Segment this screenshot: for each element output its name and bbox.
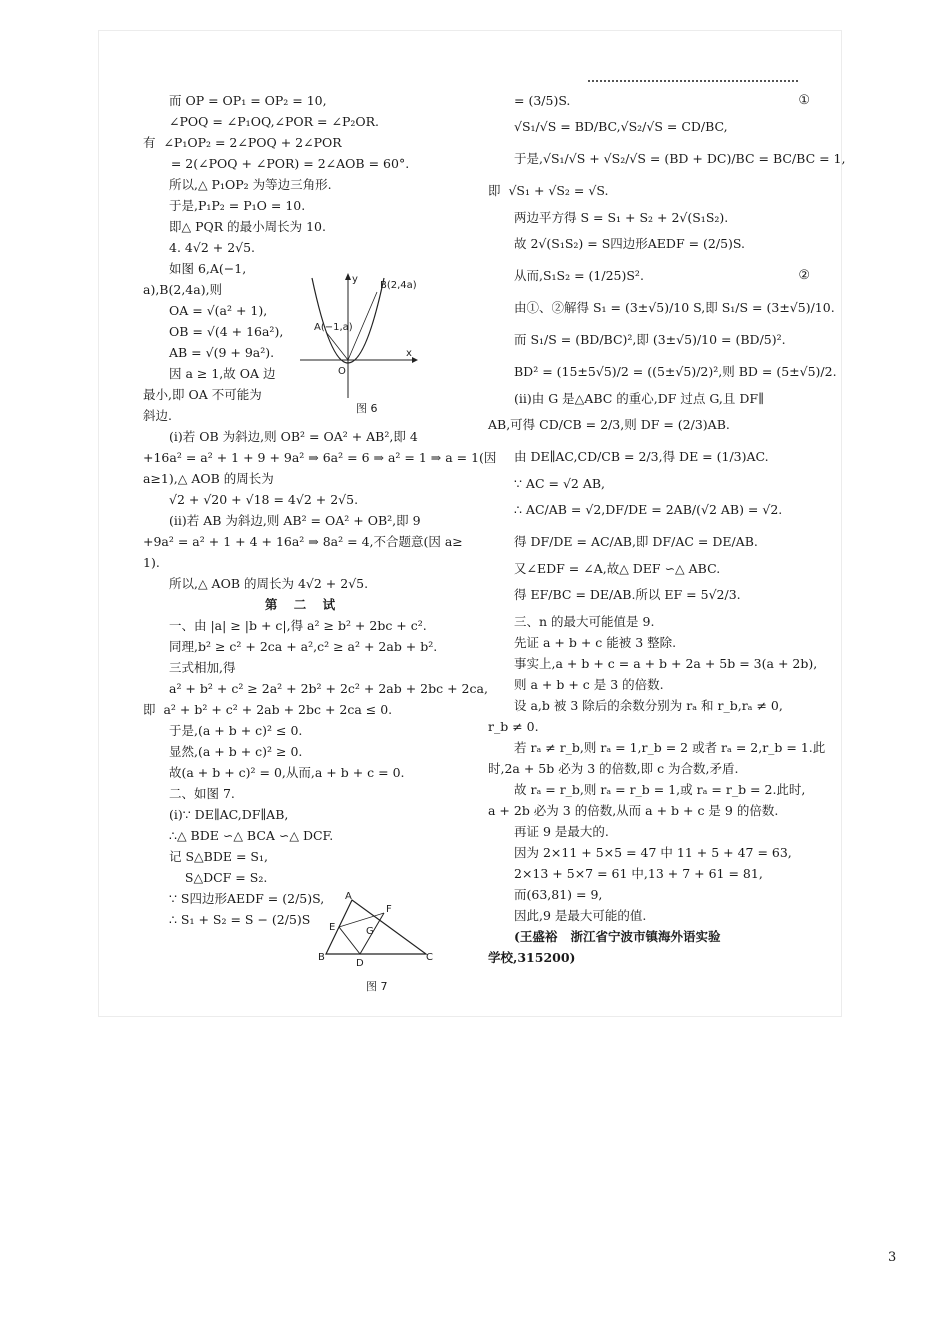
point-g-label: G bbox=[366, 926, 374, 937]
text-line: 两边平方得 S = S₁ + S₂ + 2√(S₁S₂). bbox=[514, 210, 729, 225]
text-line: OA = √(a² + 1), bbox=[169, 303, 268, 318]
text-line: a≥1),△ AOB 的周长为 bbox=[143, 471, 274, 486]
text-line: 斜边. bbox=[143, 408, 172, 423]
text-line: 若 rₐ ≠ r_b,则 rₐ = 1,r_b = 2 或者 rₐ = 2,r_b = 1.此 bbox=[514, 740, 826, 755]
text-line: 即 √S₁ + √S₂ = √S. bbox=[488, 183, 609, 198]
text-line: 同理,b² ≥ c² + 2ca + a²,c² ≥ a² + 2ab + b². bbox=[169, 639, 438, 654]
vertex-a-label: A bbox=[345, 891, 352, 902]
figure-7-triangle bbox=[318, 890, 438, 992]
equation-mark-1: ① bbox=[798, 93, 810, 108]
text-line: 所以,△ AOB 的周长为 4√2 + 2√5. bbox=[169, 576, 369, 591]
equation-mark-2: ② bbox=[798, 268, 810, 283]
text-line: +16a² = a² + 1 + 9 + 9a² ⇒ 6a² = 6 ⇒ a² = 1 ⇒ a = 1(因 bbox=[143, 450, 497, 465]
text-line: 即△ PQR 的最小周长为 10. bbox=[169, 219, 326, 234]
text-line: 记 S△BDE = S₁, bbox=[169, 849, 268, 864]
text-line: 故 rₐ = r_b,则 rₐ = r_b = 1,或 rₐ = r_b = 2.此时, bbox=[514, 782, 806, 797]
text-line: (ii)由 G 是△ABC 的重心,DF 过点 G,且 DF∥ bbox=[514, 391, 764, 406]
text-line: (ii)若 AB 为斜边,则 AB² = OA² + OB²,即 9 bbox=[169, 513, 421, 528]
text-line: 由①、②解得 S₁ = (3±√5)/10 S,即 S₁/S = (3±√5)/10. bbox=[514, 300, 835, 315]
text-line: 最小,即 OA 不可能为 bbox=[143, 387, 262, 402]
text-line: BD² = (15±5√5)/2 = ((5±√5)/2)²,则 BD = (5±√5)/2. bbox=[514, 364, 837, 379]
text-line: 而 OP = OP₁ = OP₂ = 10, bbox=[169, 93, 327, 108]
text-line: 则 a + b + c 是 3 的倍数. bbox=[514, 677, 664, 692]
text-line: (i)若 OB 为斜边,则 OB² = OA² + AB²,即 4 bbox=[169, 429, 418, 444]
text-line: 三、n 的最大可能值是 9. bbox=[514, 614, 655, 629]
text-line: r_b ≠ 0. bbox=[488, 719, 539, 734]
text-line: 所以,△ P₁OP₂ 为等边三角形. bbox=[169, 177, 332, 192]
text-line: 如图 6,A(−1, bbox=[169, 261, 247, 276]
text-line: 由 DE∥AC,CD/CB = 2/3,得 DE = (1/3)AC. bbox=[514, 449, 769, 464]
text-line: 三式相加,得 bbox=[169, 660, 236, 675]
text-line: 又∠EDF = ∠A,故△ DEF ∽△ ABC. bbox=[514, 561, 721, 576]
text-line: a² + b² + c² ≥ 2a² + 2b² + 2c² + 2ab + 2bc + 2ca, bbox=[169, 681, 488, 696]
text-fragment: 从而,S₁S₂ = (1/25)S². bbox=[514, 268, 644, 283]
text-line bbox=[488, 260, 810, 292]
text-line: (i)∵ DE∥AC,DF∥AB, bbox=[169, 807, 289, 822]
x-axis-label: x bbox=[406, 348, 412, 359]
text-line: 设 a,b 被 3 除后的余数分别为 rₐ 和 r_b,rₐ ≠ 0, bbox=[514, 698, 783, 713]
text-line: 因为 2×11 + 5×5 = 47 中 11 + 5 + 47 = 63, bbox=[514, 845, 792, 860]
text-line: AB = √(9 + 9a²). bbox=[169, 345, 275, 360]
point-e-label: E bbox=[329, 922, 336, 933]
left-column bbox=[143, 90, 497, 930]
text-line: 4. 4√2 + 2√5. bbox=[169, 240, 256, 255]
text-line: 而 S₁/S = (BD/BC)²,即 (3±√5)/10 = (BD/5)². bbox=[514, 332, 786, 347]
text-line: OB = √(4 + 16a²), bbox=[169, 324, 284, 339]
point-b-label: B(2,4a) bbox=[380, 280, 417, 291]
text-line: 显然,(a + b + c)² ≥ 0. bbox=[169, 744, 303, 759]
figure-7-caption: 图 7 bbox=[366, 980, 388, 993]
author-line: 学校,315200) bbox=[488, 950, 576, 965]
y-axis-label: y bbox=[352, 274, 358, 285]
text-line: ∵ S四边形AEDF = (2/5)S, bbox=[169, 891, 325, 906]
text-line bbox=[488, 90, 810, 111]
text-line: 因此,9 是最大可能的值. bbox=[514, 908, 647, 923]
text-line: 于是,(a + b + c)² ≤ 0. bbox=[169, 723, 303, 738]
text-line: 有 ∠P₁OP₂ = 2∠POQ + 2∠POR bbox=[143, 135, 342, 150]
point-f-label: F bbox=[386, 904, 392, 915]
figure-6-parabola bbox=[300, 270, 420, 415]
text-line: 得 DF/DE = AC/AB,即 DF/AC = DE/AB. bbox=[514, 534, 758, 549]
text-line: 一、由 |a| ≥ |b + c|,得 a² ≥ b² + 2bc + c². bbox=[169, 618, 427, 633]
header-rule bbox=[588, 80, 798, 82]
text-line: 于是,√S₁/√S + √S₂/√S = (BD + DC)/BC = BC/BC = 1, bbox=[514, 151, 846, 166]
text-line: 二、如图 7. bbox=[169, 786, 235, 801]
text-line: 而(63,81) = 9, bbox=[514, 887, 603, 902]
text-line: = 2(∠POQ + ∠POR) = 2∠AOB = 60°. bbox=[143, 156, 410, 171]
text-line: 于是,P₁P₂ = P₁O = 10. bbox=[169, 198, 306, 213]
text-line: 故 2√(S₁S₂) = S四边形AEDF = (2/5)S. bbox=[514, 236, 746, 251]
text-line: ∠POQ = ∠P₁OQ,∠POR = ∠P₂OR. bbox=[169, 114, 380, 129]
origin-label: O bbox=[338, 366, 346, 377]
text-line: a),B(2,4a),则 bbox=[143, 282, 223, 297]
vertex-c-label: C bbox=[426, 952, 433, 963]
x-axis-arrow-icon bbox=[412, 357, 418, 363]
text-line: 1). bbox=[143, 555, 160, 570]
text-fragment: = (3/5)S. bbox=[514, 93, 571, 108]
point-a-label: A(−1,a) bbox=[314, 322, 353, 333]
text-line: 先证 a + b + c 能被 3 整除. bbox=[514, 635, 677, 650]
text-line: +9a² = a² + 1 + 4 + 16a² ⇒ 8a² = 4,不合题意(因 a≥ bbox=[143, 534, 463, 549]
text-line: ∴△ BDE ∽△ BCA ∽△ DCF. bbox=[169, 828, 334, 843]
point-d-label: D bbox=[356, 958, 364, 969]
text-line: 故(a + b + c)² = 0,从而,a + b + c = 0. bbox=[169, 765, 405, 780]
text-line: 即 a² + b² + c² + 2ab + 2bc + 2ca ≤ 0. bbox=[143, 702, 393, 717]
vertex-b-label: B bbox=[318, 952, 325, 963]
y-axis-arrow-icon bbox=[345, 273, 351, 280]
text-line: ∵ AC = √2 AB, bbox=[514, 476, 606, 491]
text-line: 时,2a + 5b 必为 3 的倍数,即 c 为合数,矛盾. bbox=[488, 761, 739, 776]
text-line: √2 + √20 + √18 = 4√2 + 2√5. bbox=[169, 492, 359, 507]
text-line: 事实上,a + b + c = a + b + 2a + 5b = 3(a + 2b), bbox=[514, 656, 818, 671]
right-column bbox=[488, 90, 846, 968]
author-line: (王盛裕 浙江省宁波市镇海外语实验 bbox=[514, 929, 721, 944]
section-heading: 第 二 试 bbox=[264, 597, 342, 612]
text-line: AB,可得 CD/CB = 2/3,则 DF = (2/3)AB. bbox=[488, 417, 730, 432]
text-line: a + 2b 必为 3 的倍数,从而 a + b + c 是 9 的倍数. bbox=[488, 803, 779, 818]
segment-ed bbox=[339, 927, 360, 954]
text-line: √S₁/√S = BD/BC,√S₂/√S = CD/BC, bbox=[514, 119, 728, 134]
page-number: 3 bbox=[888, 1250, 897, 1265]
figure-6-caption: 图 6 bbox=[356, 402, 378, 415]
text-line: ∴ S₁ + S₂ = S − (2/5)S bbox=[169, 912, 311, 927]
text-line: S△DCF = S₂. bbox=[169, 870, 268, 885]
text-line: 得 EF/BC = DE/AB.所以 EF = 5√2/3. bbox=[514, 587, 741, 602]
text-line: 因 a ≥ 1,故 OA 边 bbox=[169, 366, 276, 381]
text-line: 再证 9 是最大的. bbox=[514, 824, 609, 839]
text-line: ∴ AC/AB = √2,DF/DE = 2AB/(√2 AB) = √2. bbox=[514, 502, 783, 517]
text-line: 2×13 + 5×7 = 61 中,13 + 7 + 61 = 81, bbox=[514, 866, 763, 881]
